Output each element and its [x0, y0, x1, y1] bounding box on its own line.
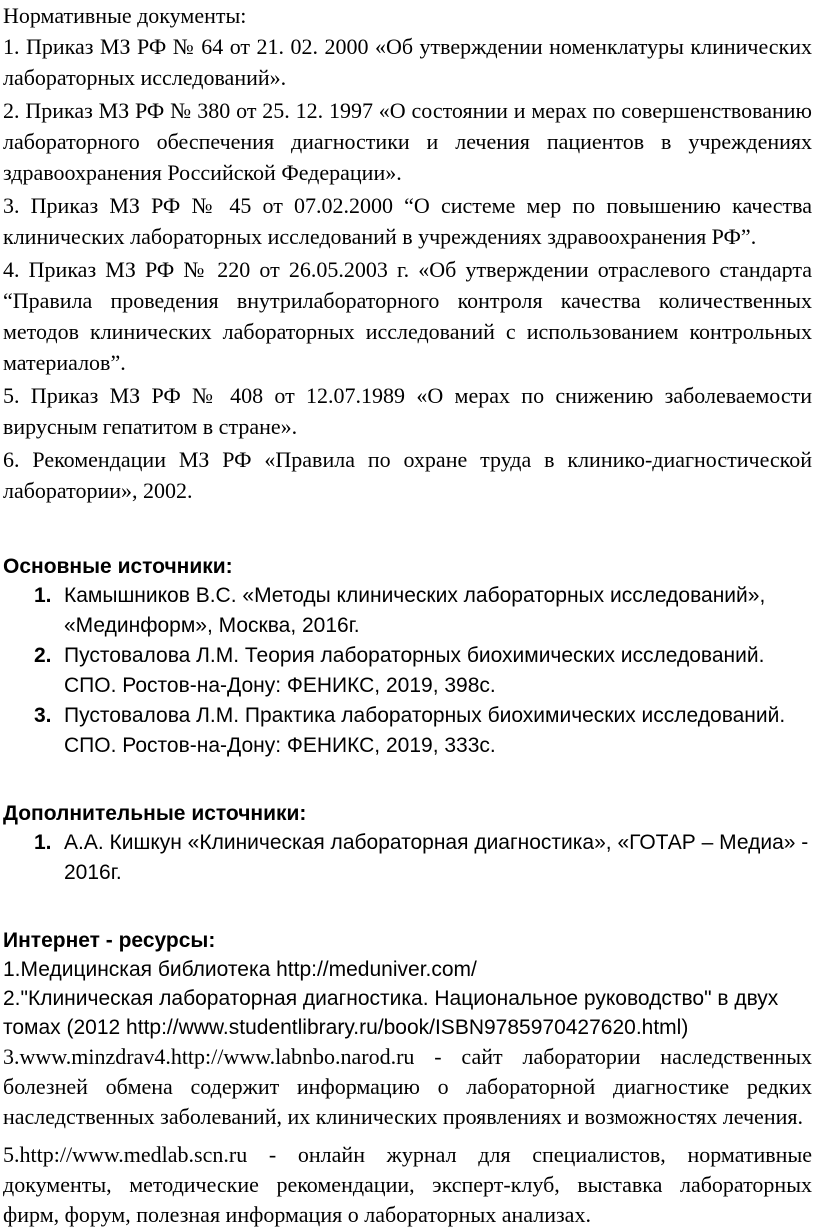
list-item: [3, 641, 812, 701]
internet-item-5: 5.http://www.medlab.scn.ru - онлайн журнал для специалистов, нормативные документы, методические рекомендации, эксперт-клуб, выставка лабораторных фирм, форум, полезная информация о лабораторных анализах.: [3, 1142, 812, 1227]
section-gap: [3, 506, 812, 552]
list-item-text: Пустовалова Л.М. Практика лабораторных биохимических исследований. СПО. Ростов-на-Дону: ФЕНИКС, 2019, 333с.: [64, 704, 786, 757]
additional-sources-list: [3, 828, 812, 888]
list-item-number: 1.: [34, 584, 52, 607]
list-item-number: 1.: [34, 831, 52, 854]
list-item: [3, 828, 812, 888]
internet-item-3: 3.www.minzdrav4.http://www.labnbo.narod.ru - сайт лаборатории наследственных болезней обмена содержит информацию о лабораторной диагностике редких наследственных заболеваний, их клинических проявлениях и возможностях лечения.: [3, 1044, 812, 1129]
normative-item-5: 5. Приказ МЗ РФ № 408 от 12.07.1989 «О мерах по снижению заболеваемости вирусным гепатитом в стране».: [3, 383, 812, 439]
list-item: [3, 701, 812, 761]
list-item-number: 3.: [34, 704, 52, 727]
normative-heading: Нормативные документы:: [3, 3, 247, 28]
internet-heading: Интернет - ресурсы:: [3, 929, 216, 952]
list-item: [3, 581, 812, 641]
main-sources-list: [3, 581, 812, 761]
list-item-text: А.А. Кишкун «Клиническая лабораторная диагностика», «ГОТАР – Медиа» - 2016г.: [64, 831, 809, 884]
internet-item-2: 2."Клиническая лабораторная диагностика. Национальное руководство" в двух томах (2012 http://www.studentlibrary.ru/book/ISBN9785970427620.html): [3, 987, 779, 1039]
normative-item-1: 1. Приказ МЗ РФ № 64 от 21. 02. 2000 «Об утверждении номенклатуры клинических лабораторных исследований».: [3, 34, 812, 90]
list-item-number: 2.: [34, 644, 52, 667]
main-sources-heading: Основные источники:: [3, 555, 233, 578]
section-gap: [3, 761, 812, 799]
paragraph-gap: [3, 1132, 812, 1140]
normative-item-6: 6. Рекомендации МЗ РФ «Правила по охране труда в клинико-диагностической лаборатории», 2002.: [3, 447, 812, 503]
normative-item-2: 2. Приказ МЗ РФ № 380 от 25. 12. 1997 «О состоянии и мерах по совершенствованию лабораторного обеспечения диагностики и лечения пациентов в учреждениях здравоохранения Российской Федерации».: [3, 98, 812, 185]
list-item-text: Камышников В.С. «Методы клинических лабораторных исследований», «Мединформ», Москва, 2016г.: [64, 584, 766, 637]
additional-sources-heading: Дополнительные источники:: [3, 802, 307, 825]
normative-item-4: 4. Приказ МЗ РФ № 220 от 26.05.2003 г. «Об утверждении отраслевого стандарта “Правила проведения внутрилабораторного контроля качества количественных методов клинических лабораторных исследований с использованием контрольных материалов”.: [3, 257, 812, 375]
normative-item-3: 3. Приказ МЗ РФ № 45 от 07.02.2000 “О системе мер по повышению качества клинических лабораторных исследований в учреждениях здравоохранения РФ”.: [3, 193, 812, 249]
section-gap: [3, 888, 812, 926]
internet-item-1: 1.Медицинская библиотека http://meduniver.com/: [3, 958, 477, 981]
list-item-text: Пустовалова Л.М. Теория лабораторных биохимических исследований. СПО. Ростов-на-Дону: ФЕНИКС, 2019, 398с.: [64, 644, 765, 697]
